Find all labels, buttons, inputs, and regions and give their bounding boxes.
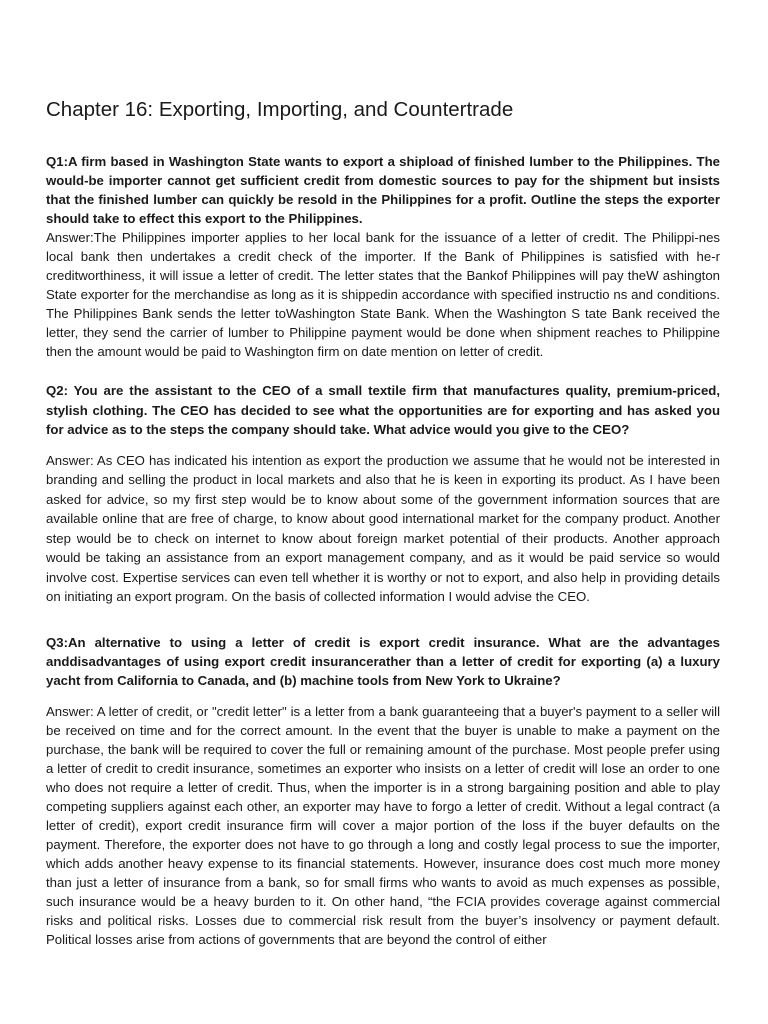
q1-answer-label: Answer: [46,230,94,245]
q2-question: Q2: You are the assistant to the CEO of a small textile firm that manufactures quality, premium-priced, stylish clothing. The CEO has decided to see what the opportunities are for exporting and has asked you for advice as to the steps the company should take. What advice would you give to the CEO? [46,383,720,437]
q1-answer [46,228,720,361]
q1-section [46,152,720,361]
q2-answer: Answer: As CEO has indicated his intention as export the production we assume that he would not be interested in branding and selling the product in local markets and also that he is keen in exporting its product. As I have been asked for advice, so my first step would be to know about some of the government information sources that are available online that are free of charge, to know about good international market for the company product. Another step would be to check on internet to know about foreign market potential of their products. Another approach would be taking an assistance from an export management company, and as it would be paid service so would involve cost. Expertise services can even tell whether it is worthy or not to export, and also help in providing details on initiating an export program. On the basis of collected information I would advise the CEO. [46,452,720,604]
q3-question: Q3:An alternative to using a letter of credit is export credit insurance. What are the advantages anddisadvantages of using export credit insurancerather than a letter of credit for exporting (a) a luxury yacht from California to Canada, and (b) machine tools from New York to Ukraine? [46,635,720,688]
q1-answer-text: The Philippines importer applies to her local bank for the issuance of a letter of credit. The Philippi-nes local bank then undertakes a credit check of the importer. If the Bank of Philippines is satisfied with he-r creditworthiness, it will issue a letter of credit. The letter states that the Bankof Philippines will pay theW ashington State exporter for the merchandise as long as it is shippedin accordance with specified instructio ns and conditions. The Philippines Bank sends the letter toWashington State Bank. When the Washington S tate Bank received the letter, they send the carrier of lumber to Philippine payment would be done when shipment reaches to Philippine then the amount would be paid to Washington firm on date mention on letter of credit. [46,230,720,359]
chapter-title: Chapter 16: Exporting, Importing, and Countertrade [46,98,514,121]
q3-answer: Answer: A letter of credit, or "credit letter" is a letter from a bank guaranteeing that a buyer's payment to a seller will be received on time and for the correct amount. In the event that the buyer is unable to make a payment on the purchase, the bank will be required to cover the full or remaining amount of the purchase. Most people prefer using a letter of credit to credit insurance, sometimes an exporter who insists on a letter of credit will lose an order to one who does not require a letter of credit. Thus, when the importer is in a strong bargaining position and able to play competing suppliers against each other, an exporter may have to forgo a letter of credit. Without a legal contract (a letter of credit), export credit insurance firm will cover a major portion of the loss if the buyer defaults on the payment. Therefore, the exporter does not have to go through a long and costly legal process to sue the importer, which adds another heavy expense to its financial statements. However, insurance does cost much more money than just a letter of insurance from a bank, so for small firms who wants to avoid as much expenses as possible, such insurance would be a heavy burden to it. On other hand, “the FCIA provides coverage against commercial risks and political risks. Losses due to commercial risk result from the buyer’s insolvency or payment default. Political losses arise from actions of governments that are beyond the control of either [46,704,720,947]
q1-question: Q1:A firm based in Washington State wants to export a shipload of finished lumber to the Philippines. The would-be importer cannot get sufficient credit from domestic sources to pay for the shipment but insists that the finished lumber can quickly be resold in the Philippines for a profit. Outline the steps the exporter should take to effect this export to the Philippines. [46,154,720,226]
q3-section [46,633,720,949]
q2-section [46,381,720,607]
